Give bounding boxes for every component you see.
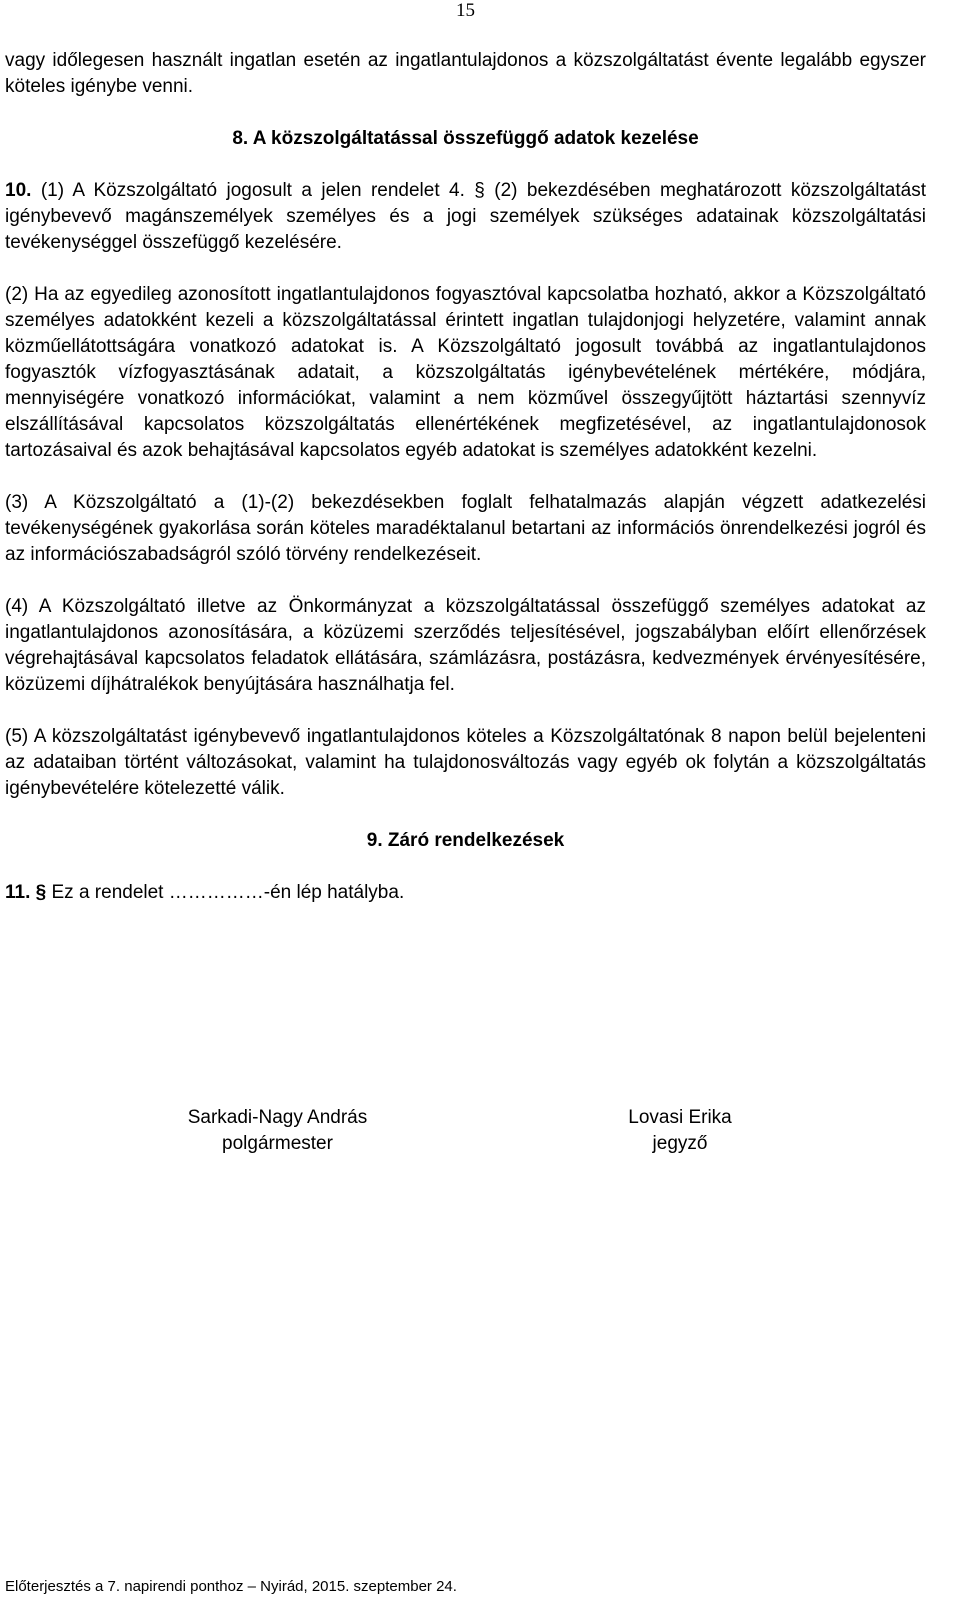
section-11-text: Ez a rendelet ……………-én lép hatályba. xyxy=(51,882,405,903)
notary-title: jegyző xyxy=(652,1133,708,1154)
section-10-paragraph-5: (5) A közszolgáltatást igénybevevő ingatlantulajdonos köteles a Közszolgáltatónak 8 napon belül bejelenteni az adataiban történt változásokat, valamint ha tulajdonosváltozás vagy egyéb ok folytán a közszolgáltatás igénybevételére kötelezetté válik. xyxy=(5,726,926,799)
notary-name: Lovasi Erika xyxy=(628,1107,732,1128)
intro-paragraph: vagy időlegesen használt ingatlan esetén az ingatlantulajdonos a közszolgáltatást évente legalább egyszer köteles igénybe venni. xyxy=(5,50,926,97)
section-10-paragraph-3: (3) A Közszolgáltató a (1)-(2) bekezdésekben foglalt felhatalmazás alapján végzett adatkezelési tevékenységének gyakorlása során köteles maradéktalanul betartani az információs önrendelkezési jogról és az információszabadságról szóló törvény rendelkezéseit. xyxy=(5,492,926,565)
section-10-paragraph-2: (2) Ha az egyedileg azonosított ingatlantulajdonos fogyasztóval kapcsolatba hozható, akkor a Közszolgáltató személyes adatokként kezeli a közszolgáltatással érintett ingatlan tulajdonjogi helyzetére, valamint annak közműellátottságára vonatkozó adatokat is. A Közszolgáltató jogosult továbbá az ingatlantulajdonos fogyasztók vízfogyasztásának adatait, a közszolgáltatás igénybevételének mértékére, módjára, mennyiségére vonatkozó információkat, valamint a nem közművel összegyűjtött háztartási szennyvíz elszállításával kapcsolatos közszolgáltatás ellenértékének megfizetésével, az ingatlantulajdonosok tartozásaival és azok behajtásával kapcsolatos egyéb adatokat is személyes adatokként kezelni. xyxy=(5,284,926,461)
signature-notary xyxy=(590,1105,770,1157)
page-number: 15 xyxy=(456,0,475,21)
mayor-title: polgármester xyxy=(222,1133,333,1154)
section-11-number: 11. § xyxy=(5,882,47,903)
section-9-title: 9. Záró rendelkezések xyxy=(366,830,565,851)
section-10-number: 10. xyxy=(5,180,32,201)
section-10-text: (1) A Közszolgáltató jogosult a jelen rendelet 4. § (2) bekezdésében meghatározott közszolgáltatást igénybevevő magánszemélyek személyes és a jogi személyek szükséges adatainak közszolgáltatási tevékenységgel összefüggő kezelésére. xyxy=(5,180,926,253)
section-10-paragraph-1 xyxy=(5,178,926,256)
page-footer: Előterjesztés a 7. napirendi ponthoz – Nyirád, 2015. szeptember 24. xyxy=(5,1578,457,1595)
section-10-paragraph-4: (4) A Közszolgáltató illetve az Önkormányzat a közszolgáltatással összefüggő személyes adatokat az ingatlantulajdonos azonosítására, a közüzemi szerződés teljesítésével, jogszabályban előírt ellenőrzések végrehajtásával kapcsolatos feladatok ellátására, számlázásra, postázásra, kedvezmények érvényesítésére, közüzemi díjhátralékok benyújtására használhatja fel. xyxy=(5,596,926,695)
document-body xyxy=(5,48,926,906)
signature-mayor xyxy=(150,1105,405,1157)
section-11-paragraph xyxy=(5,880,926,906)
signature-block xyxy=(0,1105,960,1165)
section-8-title: 8. A közszolgáltatással összefüggő adatok kezelése xyxy=(232,128,699,149)
mayor-name: Sarkadi-Nagy András xyxy=(187,1107,368,1128)
